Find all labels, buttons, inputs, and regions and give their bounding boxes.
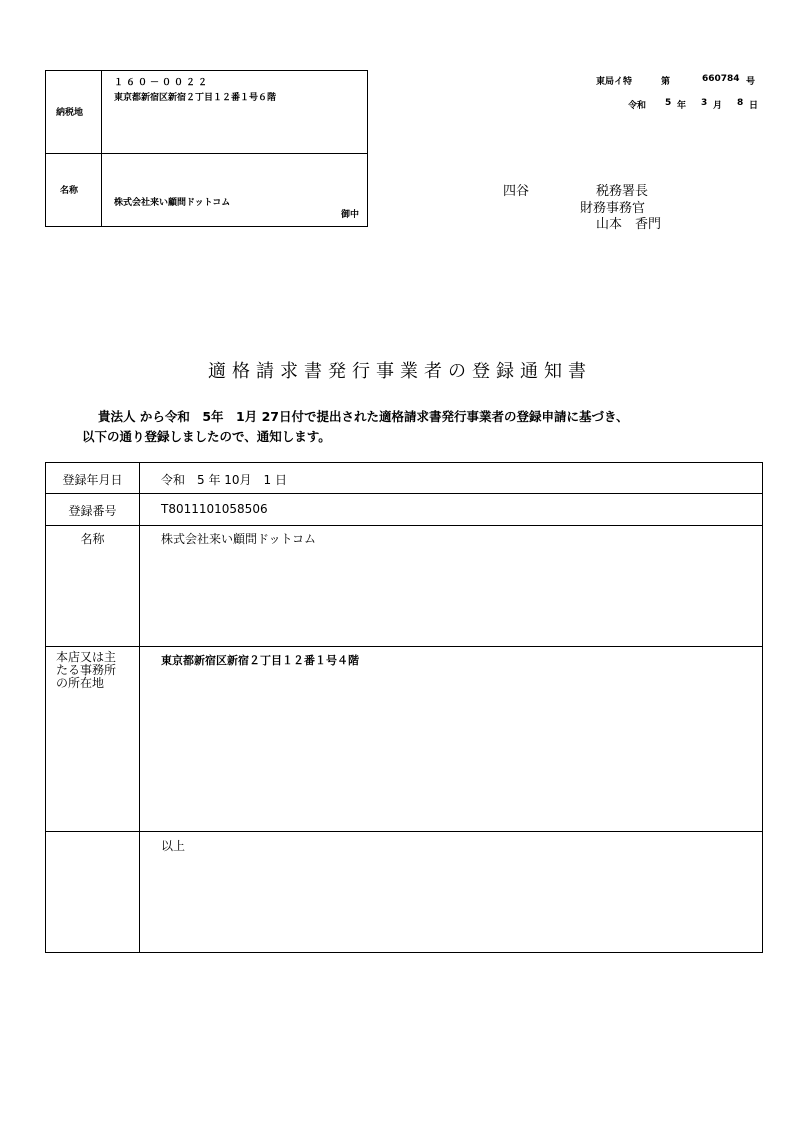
address-label: 納税地 bbox=[56, 108, 84, 118]
table-row-divider bbox=[46, 525, 762, 526]
name-value-table: 株式会社来い顧問ドットコム bbox=[161, 532, 317, 546]
location-value: 東京都新宿区新宿２丁目１２番１号４階 bbox=[161, 654, 359, 667]
issue-day: 8 bbox=[737, 98, 744, 108]
issuer-official-title: 財務事務官 bbox=[580, 201, 646, 216]
doc-number: 660784 bbox=[702, 74, 740, 84]
issue-month-unit: 月 bbox=[713, 101, 723, 111]
doc-number-prefix: 東局イ特 bbox=[596, 77, 633, 87]
location-label-line: たる事務所 bbox=[56, 663, 117, 677]
issue-year-unit: 年 bbox=[677, 101, 687, 111]
reg-date-label: 登録年月日 bbox=[62, 473, 123, 487]
taxpayer-address: 東京都新宿区新宿２丁目１２番１号６階 bbox=[114, 93, 277, 103]
name-label: 名称 bbox=[60, 186, 79, 196]
issuer-office: 四谷 bbox=[503, 184, 530, 199]
issue-year: 5 bbox=[665, 98, 672, 108]
table-row-divider bbox=[46, 831, 762, 832]
location-label-line: 本店又は主 bbox=[56, 650, 117, 664]
table-row-divider bbox=[46, 493, 762, 494]
body-line-2: 以下の通り登録しましたので、通知します。 bbox=[82, 429, 331, 444]
reg-number-label: 登録番号 bbox=[68, 504, 117, 518]
honorific: 御中 bbox=[341, 210, 360, 220]
location-label-line: の所在地 bbox=[56, 676, 105, 690]
location-label bbox=[46, 651, 139, 690]
postal-code: １６０－００２２ bbox=[114, 78, 211, 88]
doc-number-suffix: 号 bbox=[746, 77, 756, 87]
document-title: 適格請求書発行事業者の登録通知書 bbox=[208, 361, 592, 382]
issuer-office-title: 税務署長 bbox=[596, 184, 649, 199]
reg-number-value: T8011101058506 bbox=[161, 502, 268, 516]
doc-number-dai: 第 bbox=[661, 77, 671, 87]
issue-era: 令和 bbox=[628, 101, 647, 111]
taxpayer-address-box bbox=[45, 70, 368, 227]
table-row-divider bbox=[46, 646, 762, 647]
box-divider-vertical bbox=[101, 71, 102, 226]
box-divider-horizontal bbox=[46, 153, 367, 154]
reg-date-value: 令和 5 年 10月 1 日 bbox=[161, 473, 287, 487]
body-line-1: 貴法人 から令和 5年 1月 27日付で提出された適格請求書発行事業者の登録申請に基づき、 bbox=[98, 409, 629, 424]
issue-day-unit: 日 bbox=[749, 101, 759, 111]
registration-table bbox=[45, 462, 763, 953]
closing-text: 以上 bbox=[161, 839, 186, 853]
issuer-official-name: 山本 香門 bbox=[596, 217, 662, 232]
name-label-table: 名称 bbox=[80, 532, 105, 546]
table-divider-vertical bbox=[139, 463, 140, 952]
issue-month: 3 bbox=[701, 98, 708, 108]
taxpayer-name: 株式会社来い顧問ドットコム bbox=[114, 198, 231, 208]
